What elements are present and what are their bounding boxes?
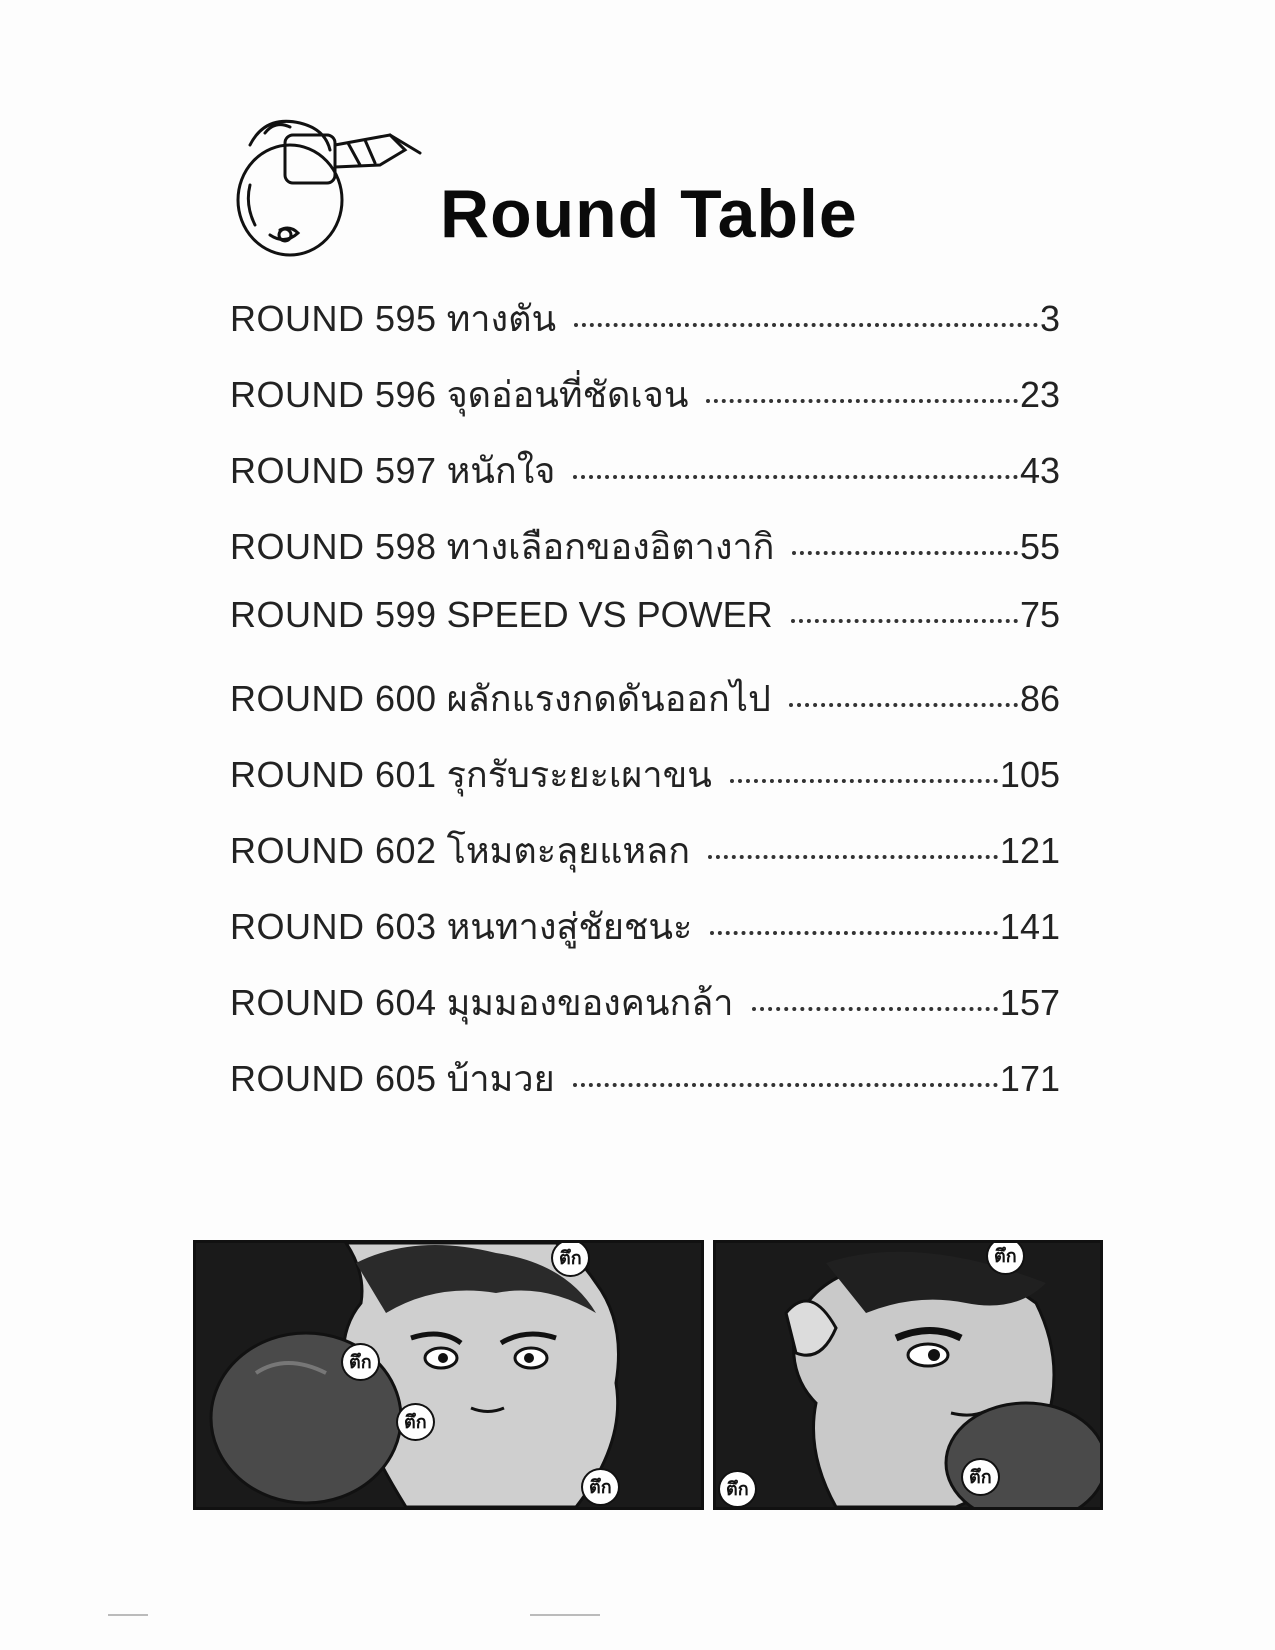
fighter-illustration-left	[196, 1243, 701, 1507]
leader-dots	[573, 1083, 998, 1087]
toc-chapter-title: ทางเลือกของอิตางากิ	[446, 526, 775, 567]
toc-page-number: 3	[1039, 298, 1060, 339]
manga-panel-left	[193, 1240, 704, 1510]
page-edge-mark	[108, 1614, 148, 1616]
toc-page-number: 157	[999, 982, 1060, 1023]
leader-dots	[792, 551, 1017, 555]
toc-chapter-title: จุดอ่อนที่ชัดเจน	[446, 374, 689, 415]
toc-page-number: 171	[999, 1058, 1060, 1099]
toc-entry	[230, 1050, 1060, 1126]
sound-effect: ตึก	[581, 1468, 620, 1506]
toc-entry	[230, 822, 1060, 898]
toc-round-number: ROUND 604	[230, 982, 437, 1023]
toc-round-number: ROUND 603	[230, 906, 437, 947]
page-title: Round Table	[440, 176, 858, 252]
leader-dots	[573, 475, 1018, 479]
toc-chapter-title: หนทางสู่ชัยชนะ	[446, 906, 693, 947]
toc-round-number: ROUND 601	[230, 754, 437, 795]
toc-round-number: ROUND 605	[230, 1058, 437, 1099]
toc-page-number: 75	[1019, 594, 1060, 635]
toc-chapter-title: มุมมองของคนกล้า	[446, 982, 734, 1023]
toc-entry	[230, 518, 1060, 594]
manga-panels	[193, 1240, 1103, 1510]
leader-dots	[789, 703, 1018, 707]
toc-chapter-title: ทางตัน	[446, 298, 557, 339]
toc-page-number: 105	[999, 754, 1060, 795]
toc-entry	[230, 290, 1060, 366]
toc-entry	[230, 594, 1060, 670]
toc-chapter-title: ผลักแรงกดดันออกไป	[446, 678, 771, 719]
toc-entry	[230, 974, 1060, 1050]
toc-chapter-title: SPEED VS POWER	[446, 594, 773, 635]
toc-chapter-title: หนักใจ	[446, 450, 556, 491]
manga-panel-right	[713, 1240, 1103, 1510]
sound-effect: ตึก	[718, 1470, 757, 1508]
toc-entry	[230, 670, 1060, 746]
toc-round-number: ROUND 598	[230, 526, 437, 567]
leader-dots	[791, 619, 1018, 623]
toc-page-number: 23	[1019, 374, 1060, 415]
toc-entry	[230, 746, 1060, 822]
page-edge-mark	[530, 1614, 600, 1616]
sound-effect: ตึก	[396, 1403, 435, 1441]
toc-page-number: 141	[999, 906, 1060, 947]
leader-dots	[730, 779, 998, 783]
toc-page-number: 121	[999, 830, 1060, 871]
toc-entry	[230, 442, 1060, 518]
toc-chapter-title: รุกรับระยะเผาขน	[446, 754, 712, 795]
leader-dots	[574, 323, 1038, 327]
toc-round-number: ROUND 596	[230, 374, 437, 415]
sound-effect: ตึก	[986, 1240, 1025, 1275]
toc-round-number: ROUND 595	[230, 298, 437, 339]
toc-chapter-title: บ้ามวย	[446, 1058, 555, 1099]
toc-page-number: 86	[1019, 678, 1060, 719]
leader-dots	[710, 931, 998, 935]
boxing-glove-icon	[230, 105, 430, 265]
toc-entry	[230, 366, 1060, 442]
toc-round-number: ROUND 599	[230, 594, 437, 635]
sound-effect: ตึก	[551, 1240, 590, 1277]
leader-dots	[706, 399, 1018, 403]
toc-round-number: ROUND 597	[230, 450, 437, 491]
table-of-contents	[230, 290, 1060, 1126]
sound-effect: ตึก	[961, 1458, 1000, 1496]
toc-page-number: 43	[1019, 450, 1060, 491]
header	[230, 105, 930, 275]
leader-dots	[708, 855, 998, 859]
toc-round-number: ROUND 600	[230, 678, 437, 719]
toc-chapter-title: โหมตะลุยแหลก	[446, 830, 691, 871]
fighter-illustration-right	[716, 1243, 1100, 1507]
leader-dots	[752, 1007, 998, 1011]
toc-entry	[230, 898, 1060, 974]
toc-page-number: 55	[1019, 526, 1060, 567]
sound-effect: ตึก	[341, 1343, 380, 1381]
toc-round-number: ROUND 602	[230, 830, 437, 871]
